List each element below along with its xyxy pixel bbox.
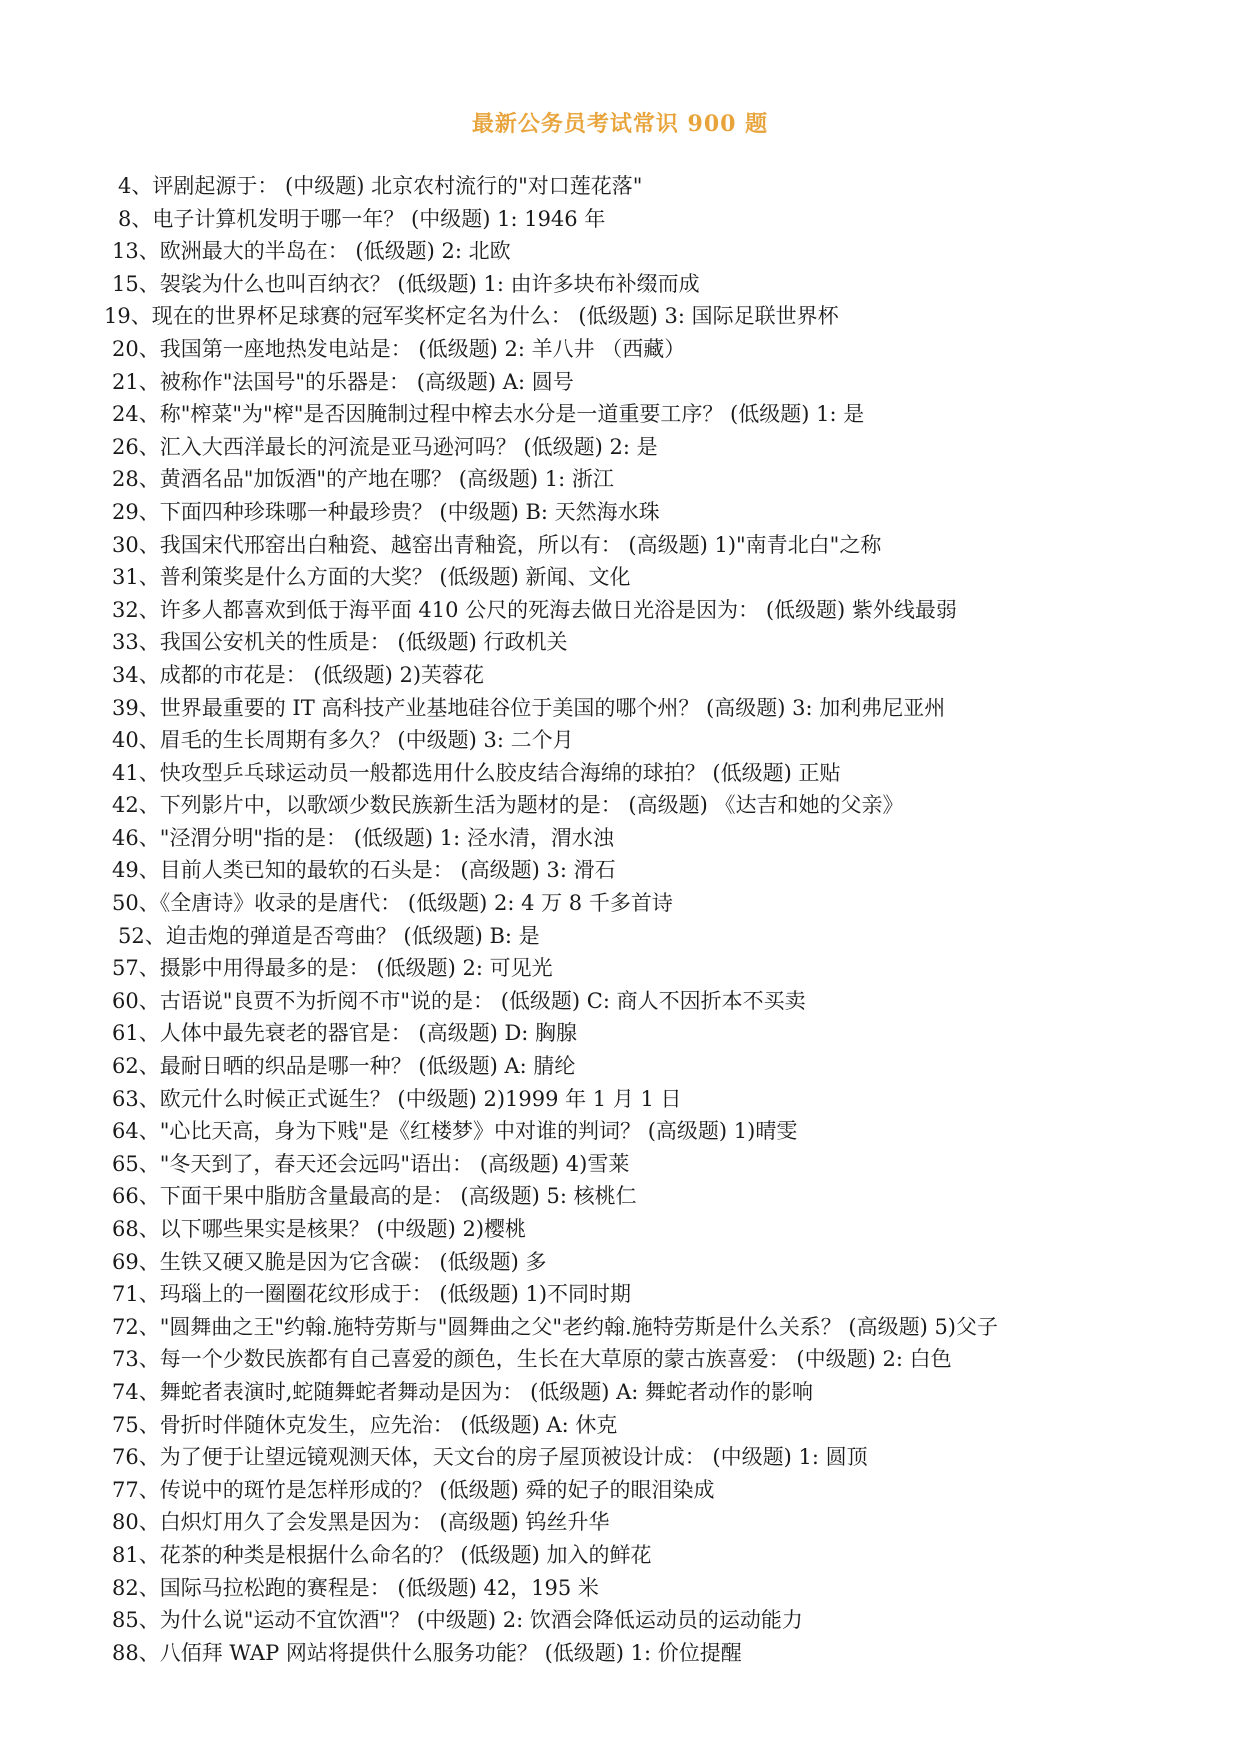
question-line: 30、我国宋代邢窑出白釉瓷、越窑出青釉瓷，所以有： (高级题) 1)"南青北白"之称 [112, 532, 882, 557]
question-line: 31、普利策奖是什么方面的大奖？ (低级题) 新闻、文化 [112, 565, 631, 590]
question-line: 82、国际马拉松跑的赛程是： (低级题) 42，195 米 [112, 1575, 599, 1600]
question-line: 74、舞蛇者表演时,蛇随舞蛇者舞动是因为： (低级题) A: 舞蛇者动作的影响 [112, 1379, 814, 1404]
question-line: 15、袈裟为什么也叫百纳衣？ (低级题) 1: 由许多块布补缀而成 [112, 271, 700, 296]
question-line: 80、白炽灯用久了会发黑是因为： (高级题) 钨丝升华 [112, 1510, 610, 1535]
question-line: 8、电子计算机发明于哪一年？ (中级题) 1: 1946 年 [118, 206, 606, 231]
question-line: 71、玛瑙上的一圈圈花纹形成于： (低级题) 1)不同时期 [112, 1282, 632, 1307]
question-line: 33、我国公安机关的性质是： (低级题) 行政机关 [112, 630, 568, 655]
question-line: 77、传说中的斑竹是怎样形成的？ (低级题) 舜的妃子的眼泪染成 [112, 1477, 715, 1502]
question-line: 4、评剧起源于： (中级题) 北京农村流行的"对口莲花落" [118, 174, 643, 198]
question-line: 34、成都的市花是： (低级题) 2)芙蓉花 [112, 662, 485, 687]
question-line: 85、为什么说"运动不宜饮酒"？ (中级题) 2: 饮酒会降低运动员的运动能力 [112, 1608, 803, 1633]
question-line: 20、我国第一座地热发电站是： (低级题) 2: 羊八井 （西藏） [112, 336, 686, 361]
question-line: 46、"泾渭分明"指的是： (低级题) 1: 泾水清，渭水浊 [112, 825, 614, 850]
question-line: 29、下面四种珍珠哪一种最珍贵？ (中级题) B: 天然海水珠 [112, 499, 660, 524]
question-line: 57、摄影中用得最多的是： (低级题) 2: 可见光 [112, 956, 553, 981]
question-line: 72、"圆舞曲之王"约翰.施特劳斯与"圆舞曲之父"老约翰.施特劳斯是什么关系？ (高级题) 5)父子 [112, 1314, 998, 1339]
question-line: 63、欧元什么时候正式诞生？ (中级题) 2)1999 年 1 月 1 日 [112, 1086, 682, 1111]
question-line: 69、生铁又硬又脆是因为它含碳： (低级题) 多 [112, 1249, 547, 1274]
question-line: 64、"心比天高，身为下贱"是《红楼梦》中对谁的判词？ (高级题) 1)晴雯 [112, 1119, 798, 1144]
question-line: 40、眉毛的生长周期有多久？ (中级题) 3: 二个月 [112, 728, 574, 753]
question-line: 41、快攻型乒乓球运动员一般都选用什么胶皮结合海绵的球拍？ (低级题) 正贴 [112, 760, 841, 785]
question-line: 39、世界最重要的 IT 高科技产业基地硅谷位于美国的哪个州？ (高级题) 3: 加利弗尼亚州 [112, 695, 946, 720]
question-list [0, 170, 1240, 1669]
question-line: 66、下面干果中脂肪含量最高的是： (高级题) 5: 核桃仁 [112, 1184, 637, 1209]
question-line: 52、迫击炮的弹道是否弯曲？ (低级题) B: 是 [118, 923, 540, 948]
question-line: 68、以下哪些果实是核果？ (中级题) 2)樱桃 [112, 1217, 527, 1241]
question-line: 24、称"榨菜"为"榨"是否因腌制过程中榨去水分是一道重要工序？ (低级题) 1: 是 [112, 402, 865, 427]
question-line: 42、下列影片中，以歌颂少数民族新生活为题材的是： (高级题) 《达吉和她的父亲》 [112, 793, 904, 818]
question-line: 73、每一个少数民族都有自己喜爱的颜色，生长在大草原的蒙古族喜爱： (中级题) 2: 白色 [112, 1347, 952, 1372]
question-line: 32、许多人都喜欢到低于海平面 410 公尺的死海去做日光浴是因为： (低级题) 紫外线最弱 [112, 597, 957, 622]
question-line: 61、人体中最先衰老的器官是： (高级题) D: 胸腺 [112, 1021, 578, 1046]
question-line: 60、古语说"良贾不为折阅不市"说的是： (低级题) C: 商人不因折本不买卖 [112, 988, 806, 1013]
question-line: 21、被称作"法国号"的乐器是： (高级题) A: 圆号 [112, 369, 574, 394]
question-line: 62、最耐日晒的织品是哪一种？ (低级题) A: 腈纶 [112, 1054, 576, 1079]
question-line: 28、黄酒名品"加饭酒"的产地在哪？ (高级题) 1: 浙江 [112, 467, 614, 492]
question-line: 75、骨折时伴随休克发生，应先治： (低级题) A: 休克 [112, 1412, 618, 1437]
document-title: 最新公务员考试常识 900 题 [471, 111, 769, 137]
question-line: 81、花茶的种类是根据什么命名的？ (低级题) 加入的鲜花 [112, 1542, 652, 1567]
question-line: 88、八佰拜 WAP 网站将提供什么服务功能？ (低级题) 1: 价位提醒 [112, 1640, 742, 1665]
question-line: 65、"冬天到了，春天还会远吗"语出： (高级题) 4)雪莱 [112, 1151, 630, 1176]
question-line: 49、目前人类已知的最软的石头是： (高级题) 3: 滑石 [112, 858, 616, 883]
question-line: 19、现在的世界杯足球赛的冠军奖杯定名为什么： (低级题) 3: 国际足联世界杯 [104, 304, 839, 329]
question-line: 13、欧洲最大的半岛在： (低级题) 2: 北欧 [112, 239, 511, 264]
question-line: 76、为了便于让望远镜观测天体，天文台的房子屋顶被设计成： (中级题) 1: 圆顶 [112, 1445, 868, 1470]
question-line: 26、汇入大西洋最长的河流是亚马逊河吗？ (低级题) 2: 是 [112, 434, 658, 459]
question-line: 50、《全唐诗》收录的是唐代： (低级题) 2: 4 万 8 千多首诗 [112, 891, 673, 916]
